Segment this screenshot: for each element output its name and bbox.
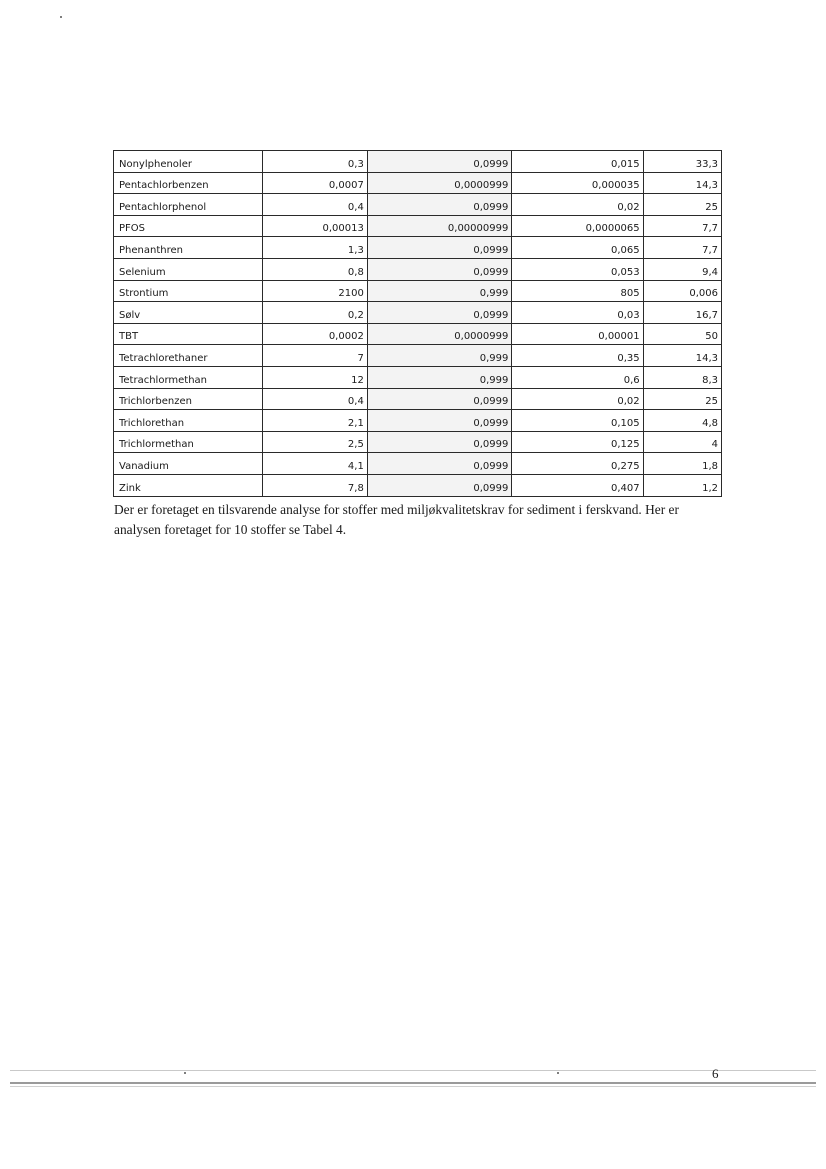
value-cell: 0,999: [367, 345, 512, 367]
substance-name-cell: Tetrachlormethan: [114, 366, 263, 388]
value-cell: 0,0999: [367, 151, 512, 173]
value-cell: 0,0000065: [512, 215, 643, 237]
value-cell: 0,105: [512, 410, 643, 432]
value-cell: 0,8: [263, 258, 368, 280]
substance-name-cell: Nonylphenoler: [114, 151, 263, 173]
table-row: [114, 431, 722, 453]
value-cell: 0,35: [512, 345, 643, 367]
value-cell: 0,00000999: [367, 215, 512, 237]
value-cell: 0,0007: [263, 172, 368, 194]
value-cell: 0,03: [512, 302, 643, 324]
value-cell: 0,0999: [367, 237, 512, 259]
value-cell: 0,0999: [367, 410, 512, 432]
table-row: [114, 151, 722, 173]
body-paragraph: Der er foretaget en tilsvarende analyse for stoffer med miljøkvalitetskrav for sediment i ferskvand. Her er analysen foretaget for 10 stoffer se Tabel 4.: [114, 502, 679, 537]
value-cell: 0,4: [263, 388, 368, 410]
substance-name-cell: Pentachlorbenzen: [114, 172, 263, 194]
substance-name-cell: TBT: [114, 323, 263, 345]
value-cell: 4,8: [643, 410, 721, 432]
table-row: [114, 258, 722, 280]
value-cell: 0,00013: [263, 215, 368, 237]
value-cell: 8,3: [643, 366, 721, 388]
value-cell: 0,2: [263, 302, 368, 324]
table-row: [114, 280, 722, 302]
value-cell: 0,053: [512, 258, 643, 280]
substance-name-cell: Trichlorbenzen: [114, 388, 263, 410]
substance-name-cell: Zink: [114, 474, 263, 496]
value-cell: 0,00001: [512, 323, 643, 345]
substance-table-body: [114, 151, 722, 497]
substance-name-cell: Phenanthren: [114, 237, 263, 259]
value-cell: 0,0000999: [367, 323, 512, 345]
value-cell: 0,02: [512, 388, 643, 410]
substance-name-cell: Tetrachlorethaner: [114, 345, 263, 367]
scan-speck: [184, 1072, 186, 1074]
value-cell: 0,4: [263, 194, 368, 216]
value-cell: 0,0999: [367, 453, 512, 475]
value-cell: 0,125: [512, 431, 643, 453]
value-cell: 25: [643, 194, 721, 216]
footer-rule: [10, 1082, 816, 1084]
substance-name-cell: Pentachlorphenol: [114, 194, 263, 216]
value-cell: 7,7: [643, 237, 721, 259]
scan-speck: [557, 1072, 559, 1074]
value-cell: 0,0999: [367, 388, 512, 410]
value-cell: 0,006: [643, 280, 721, 302]
value-cell: 0,0999: [367, 474, 512, 496]
value-cell: 0,999: [367, 280, 512, 302]
value-cell: 0,3: [263, 151, 368, 173]
table-row: [114, 345, 722, 367]
table-row: [114, 453, 722, 475]
value-cell: 14,3: [643, 345, 721, 367]
value-cell: 0,0999: [367, 194, 512, 216]
value-cell: 1,2: [643, 474, 721, 496]
value-cell: 0,0999: [367, 258, 512, 280]
value-cell: 12: [263, 366, 368, 388]
substance-name-cell: PFOS: [114, 215, 263, 237]
value-cell: 7: [263, 345, 368, 367]
value-cell: 0,6: [512, 366, 643, 388]
table-row: [114, 388, 722, 410]
substance-name-cell: Trichlorethan: [114, 410, 263, 432]
substance-name-cell: Vanadium: [114, 453, 263, 475]
table-row: [114, 474, 722, 496]
value-cell: 0,0000999: [367, 172, 512, 194]
value-cell: 0,0999: [367, 431, 512, 453]
table-row: [114, 323, 722, 345]
value-cell: 0,999: [367, 366, 512, 388]
value-cell: 1,8: [643, 453, 721, 475]
value-cell: 14,3: [643, 172, 721, 194]
value-cell: 2,5: [263, 431, 368, 453]
value-cell: 1,3: [263, 237, 368, 259]
page-number: 6: [712, 1066, 719, 1081]
value-cell: 0,02: [512, 194, 643, 216]
table-row: [114, 215, 722, 237]
value-cell: 805: [512, 280, 643, 302]
value-cell: 0,407: [512, 474, 643, 496]
value-cell: 7,7: [643, 215, 721, 237]
value-cell: 0,000035: [512, 172, 643, 194]
value-cell: 0,015: [512, 151, 643, 173]
value-cell: 2100: [263, 280, 368, 302]
footer-rule: [10, 1070, 816, 1071]
table-row: [114, 410, 722, 432]
footer-rule: [10, 1086, 816, 1087]
table-row: [114, 302, 722, 324]
substance-name-cell: Selenium: [114, 258, 263, 280]
substance-name-cell: Strontium: [114, 280, 263, 302]
table-row: [114, 194, 722, 216]
value-cell: 0,0999: [367, 302, 512, 324]
value-cell: 25: [643, 388, 721, 410]
table-row: [114, 237, 722, 259]
value-cell: 7,8: [263, 474, 368, 496]
value-cell: 2,1: [263, 410, 368, 432]
value-cell: 0,275: [512, 453, 643, 475]
substance-name-cell: Sølv: [114, 302, 263, 324]
scan-speck: [60, 16, 62, 18]
substance-table: [113, 150, 722, 497]
value-cell: 4,1: [263, 453, 368, 475]
substance-name-cell: Trichlormethan: [114, 431, 263, 453]
table-row: [114, 366, 722, 388]
value-cell: 0,0002: [263, 323, 368, 345]
value-cell: 50: [643, 323, 721, 345]
value-cell: 16,7: [643, 302, 721, 324]
table-row: [114, 172, 722, 194]
value-cell: 0,065: [512, 237, 643, 259]
value-cell: 4: [643, 431, 721, 453]
value-cell: 9,4: [643, 258, 721, 280]
value-cell: 33,3: [643, 151, 721, 173]
